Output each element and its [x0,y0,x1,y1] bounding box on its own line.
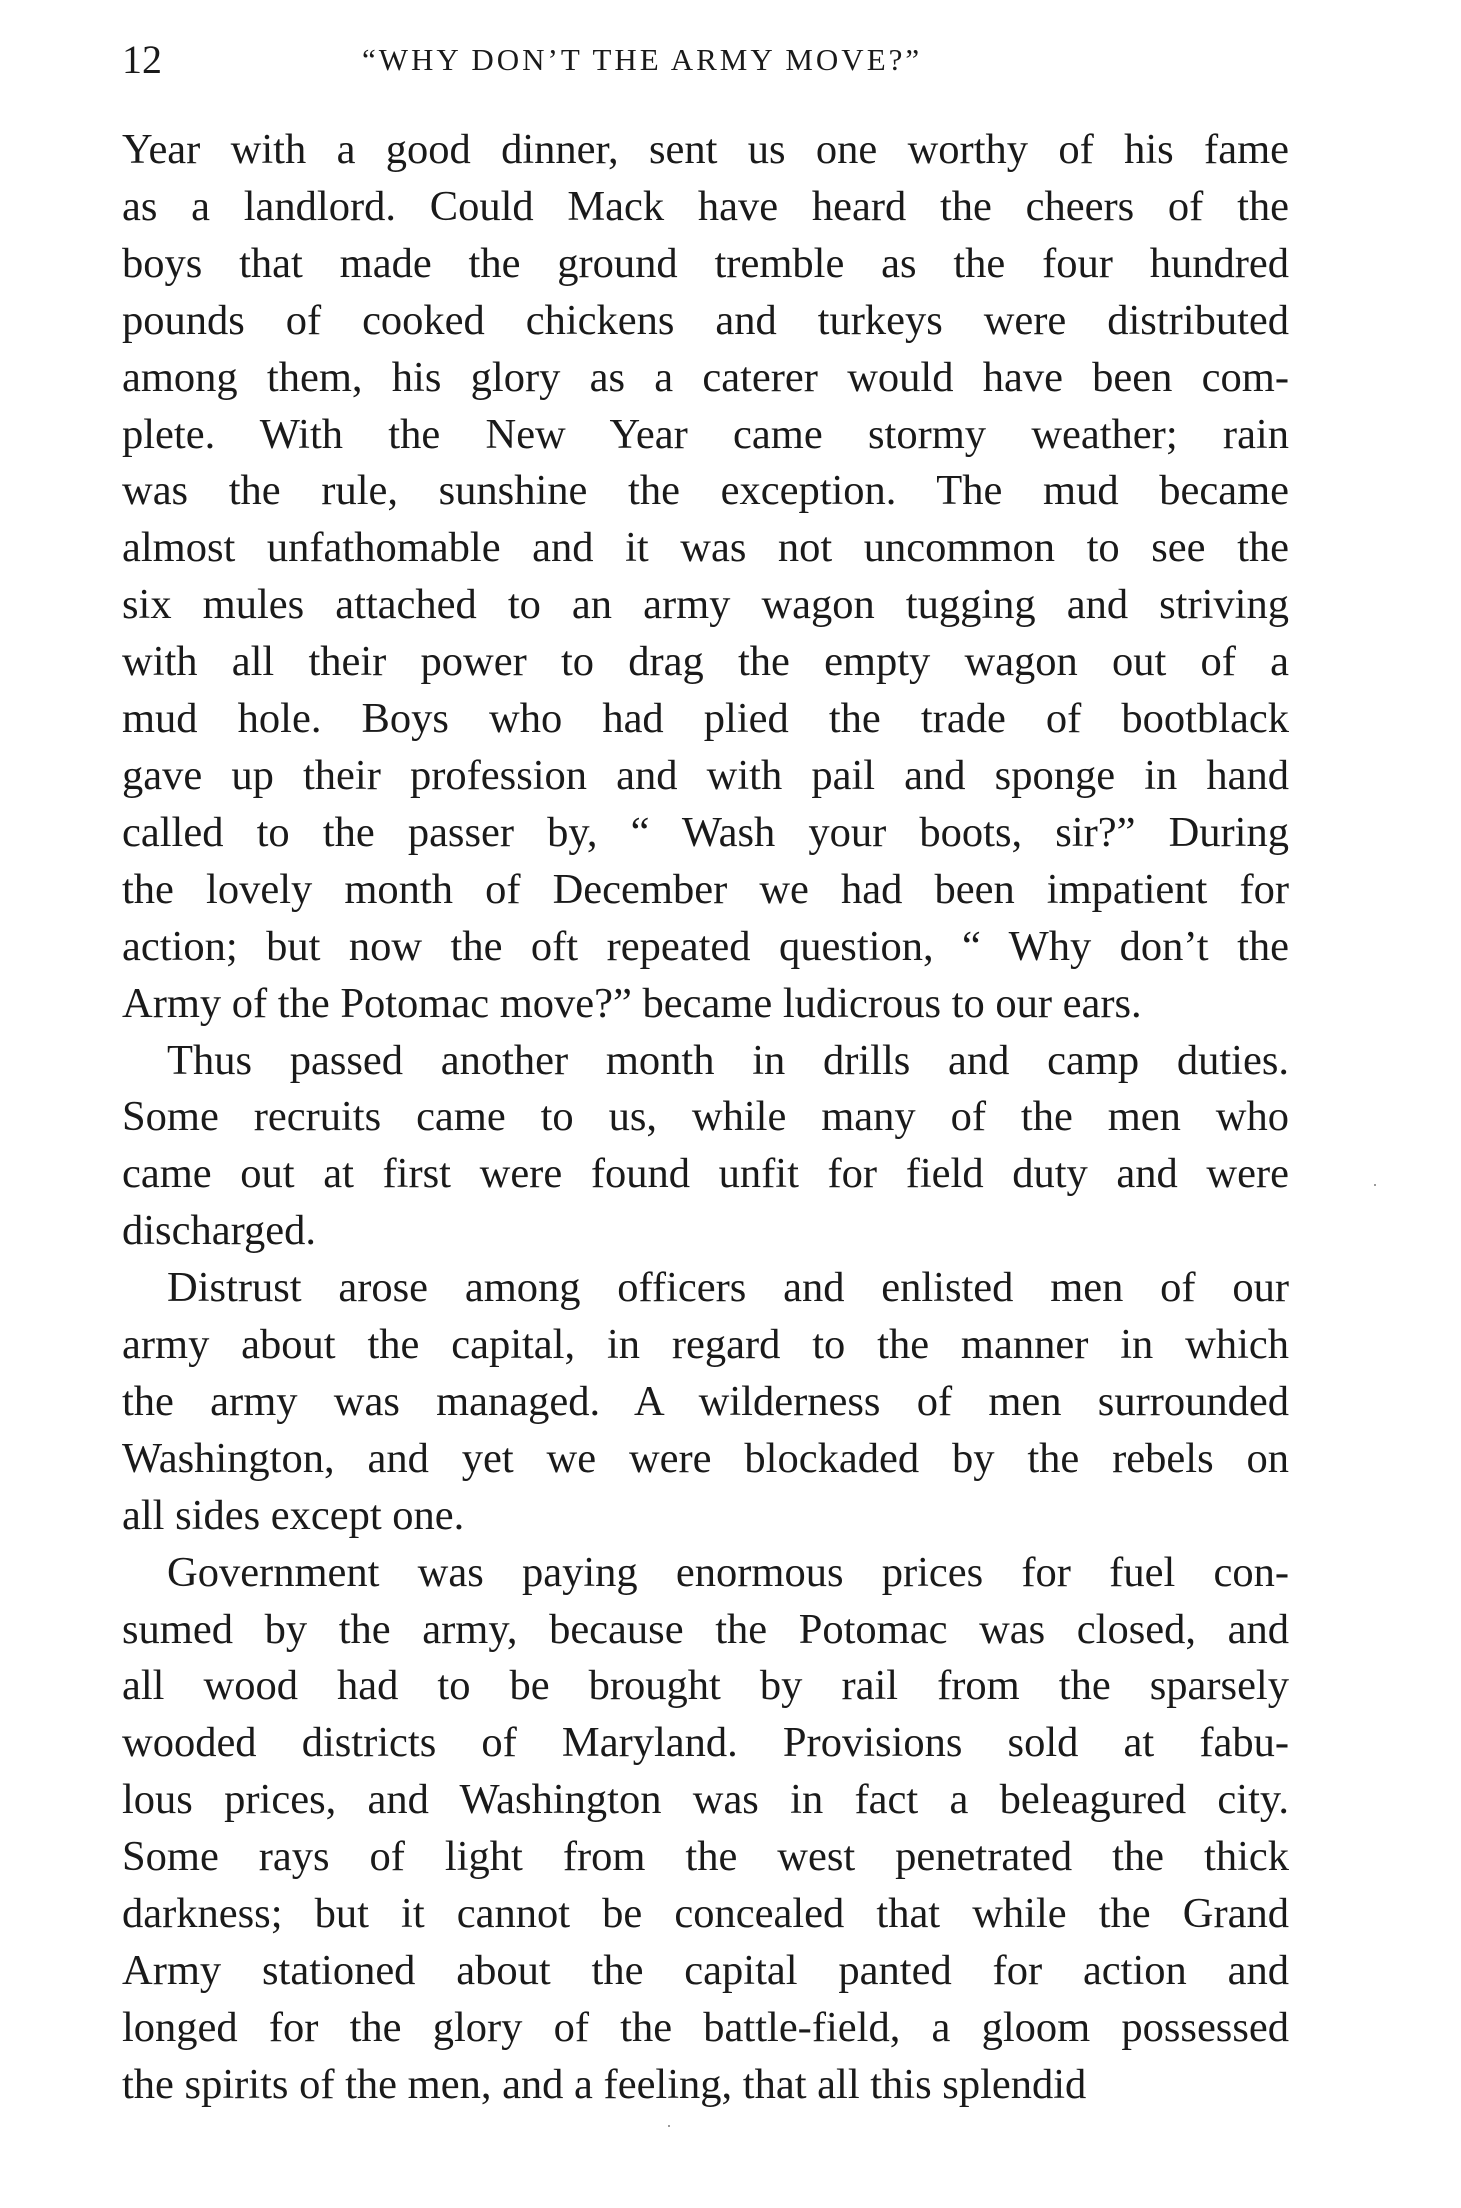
text-line: among them, his glory as a caterer would have been com- [122,353,1289,401]
paragraph [122,1260,1289,1545]
text-line: six mules attached to an army wagon tugging and striving [122,581,1289,629]
text-line: discharged. [122,1207,316,1255]
text-line: all sides except one. [122,1491,465,1539]
text-line: all wood had to be brought by rail from the sparsely [122,1662,1289,1710]
text-line: came out at first were found unfit for field duty and were [122,1150,1289,1198]
text-line: as a landlord. Could Mack have heard the cheers of the [122,182,1289,230]
text-line: wooded districts of Maryland. Provisions sold at fabu- [122,1719,1289,1767]
text-line: darkness; but it cannot be concealed that while the Grand [122,1890,1289,1938]
text-line: called to the passer by, “ Wash your boots, sir?” During [122,808,1289,856]
text-line: almost unfathomable and it was not uncommon to see the [122,524,1289,572]
text-line: sumed by the army, because the Potomac was closed, and [122,1605,1289,1653]
paragraph [122,122,1289,1033]
text-line: lous prices, and Washington was in fact a beleagured city. [122,1776,1289,1824]
body-text [122,122,1289,2114]
paragraph [122,1033,1289,1261]
text-line: longed for the glory of the battle-field, a gloom possessed [122,2003,1289,2051]
print-speck [1374,1184,1376,1186]
paragraph [122,1545,1289,2114]
text-line: action; but now the oft repeated question, “ Why don’t the [122,922,1289,970]
text-line: was the rule, sunshine the exception. The mud became [122,467,1289,515]
text-line: Army of the Potomac move?” became ludicrous to our ears. [122,979,1142,1027]
text-line: gave up their profession and with pail and sponge in hand [122,751,1289,799]
text-line: the army was managed. A wilderness of men surrounded [122,1377,1289,1425]
text-line: Some rays of light from the west penetrated the thick [122,1833,1289,1881]
text-line: boys that made the ground tremble as the four hundred [122,239,1289,287]
text-line: Government was paying enormous prices for fuel con- [167,1548,1289,1596]
text-line: Army stationed about the capital panted for action and [122,1947,1289,1994]
text-line: Some recruits came to us, while many of the men who [122,1093,1289,1141]
text-line: the lovely month of December we had been impatient for [122,865,1289,913]
running-title: “WHY DON’T THE ARMY MOVE?” [362,42,923,77]
page-number: 12 [122,37,162,82]
text-line: with all their power to drag the empty wagon out of a [122,638,1289,686]
text-line: plete. With the New Year came stormy weather; rain [122,410,1289,458]
print-speck [668,2125,670,2127]
running-head [122,30,1287,90]
text-line: Year with a good dinner, sent us one worthy of his fame [122,126,1289,173]
text-line: Distrust arose among officers and enlisted men of our [167,1264,1289,1312]
text-line: army about the capital, in regard to the manner in which [122,1321,1289,1369]
text-line: the spirits of the men, and a feeling, that all this splendid [122,2060,1087,2108]
text-line: Washington, and yet we were blockaded by the rebels on [122,1434,1289,1482]
text-line: pounds of cooked chickens and turkeys were distributed [122,296,1289,344]
text-line: Thus passed another month in drills and camp duties. [167,1036,1289,1084]
text-line: mud hole. Boys who had plied the trade of bootblack [122,695,1289,743]
